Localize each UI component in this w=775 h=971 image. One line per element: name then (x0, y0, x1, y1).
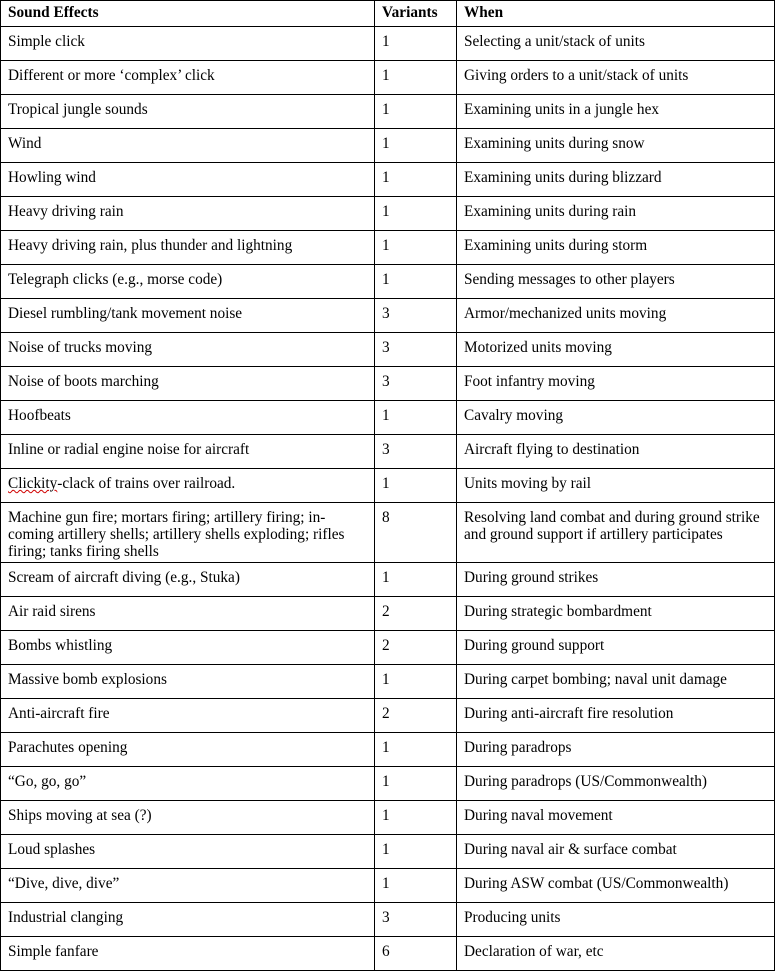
spellcheck-flagged-word: Clickity (8, 475, 58, 492)
cell-effect: Howling wind (1, 163, 375, 197)
cell-when: Declaration of war, etc (457, 937, 775, 971)
cell-variants: 1 (375, 265, 457, 299)
table-row (1, 801, 775, 835)
cell-effect: Wind (1, 129, 375, 163)
cell-effect (1, 469, 375, 503)
cell-variants: 1 (375, 733, 457, 767)
cell-when: Units moving by rail (457, 469, 775, 503)
cell-when: During ground strikes (457, 563, 775, 597)
cell-when: During ground support (457, 631, 775, 665)
cell-effect: Ships moving at sea (?) (1, 801, 375, 835)
cell-effect: Telegraph clicks (e.g., morse code) (1, 265, 375, 299)
table-row (1, 401, 775, 435)
table-row (1, 27, 775, 61)
table-row (1, 869, 775, 903)
table-row (1, 563, 775, 597)
table-row (1, 367, 775, 401)
cell-variants: 2 (375, 597, 457, 631)
header-sound-effects: Sound Effects (1, 1, 375, 27)
cell-when: Examining units in a jungle hex (457, 95, 775, 129)
cell-variants: 3 (375, 299, 457, 333)
cell-effect: Parachutes opening (1, 733, 375, 767)
table-row (1, 903, 775, 937)
cell-when: Examining units during rain (457, 197, 775, 231)
cell-when: During strategic bombardment (457, 597, 775, 631)
cell-variants: 1 (375, 231, 457, 265)
table-row (1, 129, 775, 163)
cell-when: Sending messages to other players (457, 265, 775, 299)
cell-when: During naval movement (457, 801, 775, 835)
table-row (1, 435, 775, 469)
cell-variants: 1 (375, 61, 457, 95)
cell-when: During paradrops (457, 733, 775, 767)
table-row (1, 631, 775, 665)
table-header-row (1, 1, 775, 27)
cell-when: During ASW combat (US/Commonwealth) (457, 869, 775, 903)
table-row (1, 469, 775, 503)
table-row (1, 299, 775, 333)
cell-when: Aircraft flying to destination (457, 435, 775, 469)
cell-effect: Machine gun fire; mortars firing; artillery firing; in-coming artillery shells; artillery shells exploding; rifles firing; tanks firing shells (1, 503, 375, 563)
table-row (1, 733, 775, 767)
cell-effect: Heavy driving rain (1, 197, 375, 231)
cell-variants: 8 (375, 503, 457, 563)
cell-variants: 1 (375, 197, 457, 231)
cell-variants: 2 (375, 631, 457, 665)
cell-variants: 3 (375, 333, 457, 367)
table-row (1, 231, 775, 265)
cell-effect: Different or more ‘complex’ click (1, 61, 375, 95)
table-row (1, 265, 775, 299)
cell-effect: Air raid sirens (1, 597, 375, 631)
cell-variants: 1 (375, 665, 457, 699)
cell-when: Foot infantry moving (457, 367, 775, 401)
cell-when: Examining units during storm (457, 231, 775, 265)
cell-variants: 1 (375, 563, 457, 597)
table-row (1, 937, 775, 971)
cell-variants: 1 (375, 469, 457, 503)
cell-variants: 3 (375, 435, 457, 469)
cell-effect: Massive bomb explosions (1, 665, 375, 699)
cell-effect: Loud splashes (1, 835, 375, 869)
cell-variants: 1 (375, 401, 457, 435)
cell-when: Producing units (457, 903, 775, 937)
cell-effect: Hoofbeats (1, 401, 375, 435)
cell-when: Cavalry moving (457, 401, 775, 435)
table-row (1, 61, 775, 95)
cell-when: Examining units during blizzard (457, 163, 775, 197)
cell-when: Selecting a unit/stack of units (457, 27, 775, 61)
cell-variants: 1 (375, 27, 457, 61)
table-row (1, 767, 775, 801)
cell-variants: 2 (375, 699, 457, 733)
table-row (1, 699, 775, 733)
cell-variants: 1 (375, 95, 457, 129)
cell-effect: Scream of aircraft diving (e.g., Stuka) (1, 563, 375, 597)
cell-effect: Simple fanfare (1, 937, 375, 971)
table-row (1, 197, 775, 231)
cell-variants: 1 (375, 801, 457, 835)
cell-when: Giving orders to a unit/stack of units (457, 61, 775, 95)
cell-variants: 1 (375, 835, 457, 869)
cell-variants: 3 (375, 903, 457, 937)
cell-effect: Simple click (1, 27, 375, 61)
table-row (1, 333, 775, 367)
table-row (1, 95, 775, 129)
cell-effect: Tropical jungle sounds (1, 95, 375, 129)
cell-when: Armor/mechanized units moving (457, 299, 775, 333)
cell-effect: Noise of trucks moving (1, 333, 375, 367)
cell-variants: 1 (375, 869, 457, 903)
table-row (1, 835, 775, 869)
cell-effect: “Dive, dive, dive” (1, 869, 375, 903)
cell-when: Motorized units moving (457, 333, 775, 367)
cell-variants: 3 (375, 367, 457, 401)
cell-effect: Diesel rumbling/tank movement noise (1, 299, 375, 333)
cell-when: Resolving land combat and during ground strike and ground support if artillery participates (457, 503, 775, 563)
cell-variants: 1 (375, 129, 457, 163)
cell-when: During naval air & surface combat (457, 835, 775, 869)
cell-effect: Anti-aircraft fire (1, 699, 375, 733)
table-row (1, 665, 775, 699)
cell-variants: 6 (375, 937, 457, 971)
cell-effect: Heavy driving rain, plus thunder and lightning (1, 231, 375, 265)
header-variants: Variants (375, 1, 457, 27)
cell-effect: Noise of boots marching (1, 367, 375, 401)
cell-when: During carpet bombing; naval unit damage (457, 665, 775, 699)
cell-effect-rest: -clack of trains over railroad. (57, 475, 236, 492)
cell-effect: Bombs whistling (1, 631, 375, 665)
cell-effect: Industrial clanging (1, 903, 375, 937)
cell-effect: “Go, go, go” (1, 767, 375, 801)
cell-when: During paradrops (US/Commonwealth) (457, 767, 775, 801)
header-when: When (457, 1, 775, 27)
table-row (1, 597, 775, 631)
cell-effect: Inline or radial engine noise for aircraft (1, 435, 375, 469)
cell-when: Examining units during snow (457, 129, 775, 163)
cell-variants: 1 (375, 163, 457, 197)
cell-variants: 1 (375, 767, 457, 801)
cell-when: During anti-aircraft fire resolution (457, 699, 775, 733)
table-row (1, 503, 775, 563)
table-row (1, 163, 775, 197)
